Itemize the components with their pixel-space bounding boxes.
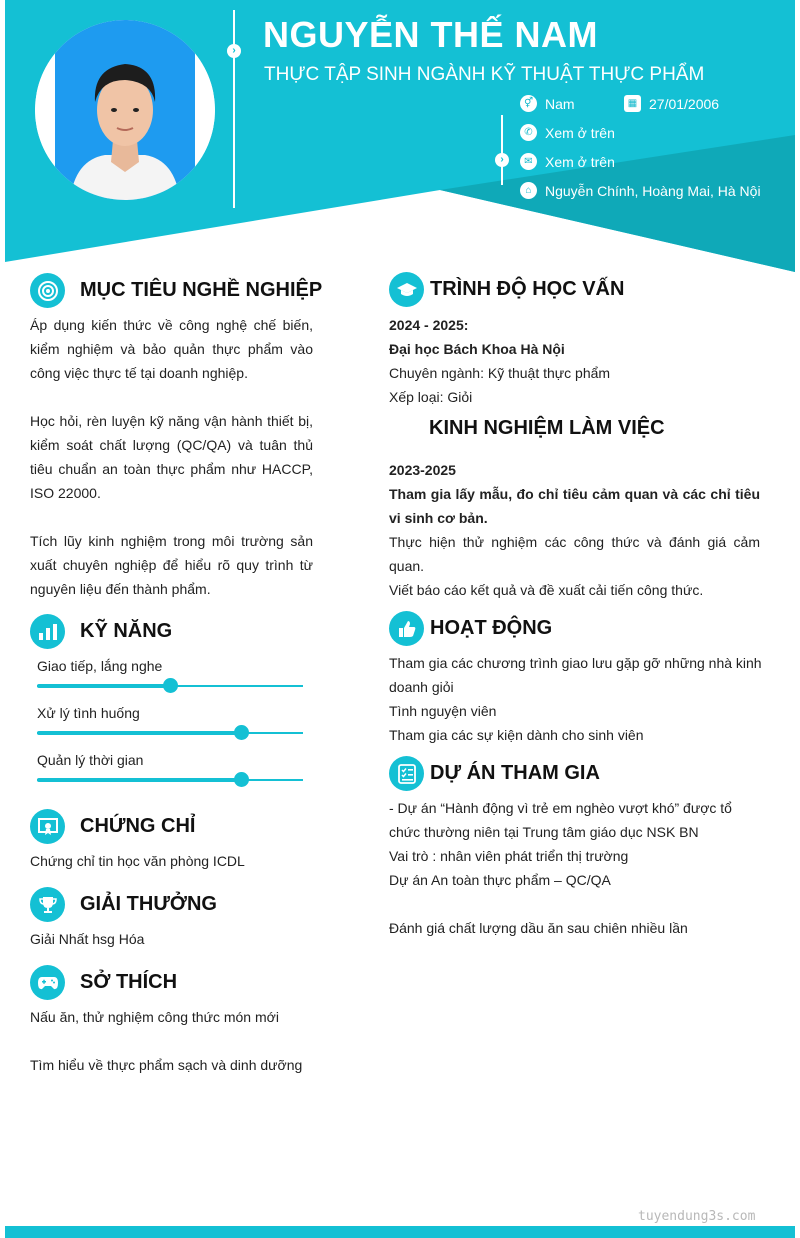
projects-heading	[389, 756, 600, 791]
activities-title: HOẠT ĐỘNG	[430, 617, 553, 639]
certificate-item: Chứng chỉ tin học văn phòng ICDL	[30, 853, 245, 869]
footer-bar	[5, 1226, 795, 1238]
education-period: 2024 - 2025:	[389, 317, 469, 333]
graduation-cap-icon	[389, 272, 424, 307]
objective-title: MỤC TIÊU NGHỀ NGHIỆP	[80, 279, 323, 301]
skill-bar-fill	[37, 731, 242, 735]
skill-label: Quản lý thời gian	[37, 752, 144, 768]
certificates-heading	[30, 809, 195, 844]
birthday-value: 27/01/2006	[649, 95, 720, 112]
hobby-item: Nấu ăn, thử nghiệm công thức món mới	[30, 1009, 279, 1025]
objective-paragraph-2: Học hỏi, rèn luyện kỹ năng vận hành thiết bị, kiểm soát chất lượng (QC/QA) và tuân thủ tiêu chuẩn an toàn thực phẩm như HACCP, ISO 22000.	[30, 413, 313, 501]
activity-item: Tham gia các chương trình giao lưu gặp gỡ những nhà kinh doanh giỏi	[389, 655, 762, 695]
activities-heading	[389, 611, 552, 646]
bar-chart-icon	[30, 614, 65, 649]
skill-bar-fill	[37, 684, 170, 688]
email-info	[520, 153, 615, 170]
email-value: Xem ở trên	[545, 153, 615, 170]
address-info	[520, 182, 761, 199]
activity-item: Tham gia các sự kiện dành cho sinh viên	[389, 727, 644, 743]
objective-paragraph-1: Áp dụng kiến thức về công nghệ chế biến, kiểm nghiệm và bảo quản thực phẩm vào công việc thực tế tại doanh nghiệp.	[30, 317, 313, 381]
experience-title: KINH NGHIỆM LÀM VIỆC	[429, 417, 665, 439]
award-item: Giải Nhất hsg Hóa	[30, 931, 145, 947]
project-item: Đánh giá chất lượng dầu ăn sau chiên nhiều lần	[389, 920, 688, 936]
certificates-title: CHỨNG CHỈ	[80, 815, 196, 837]
education-heading	[389, 272, 624, 307]
calendar-icon: ▦	[624, 95, 641, 112]
skills-heading	[30, 614, 172, 649]
project-item: - Dự án “Hành động vì trẻ em nghèo vượt khó” được tổ chức thường niên tại Trung tâm giáo dục NSK BN	[389, 800, 732, 840]
chevron-right-icon: ›	[227, 44, 241, 58]
certificate-icon	[30, 809, 65, 844]
skills-title: KỸ NĂNG	[80, 620, 173, 642]
address-value: Nguyễn Chính, Hoàng Mai, Hà Nội	[545, 182, 761, 199]
experience-role: Tham gia lấy mẫu, đo chỉ tiêu cảm quan và các chỉ tiêu vi sinh cơ bản.	[389, 486, 760, 526]
gamepad-icon	[30, 965, 65, 1000]
avatar	[35, 20, 215, 200]
project-item: Vai trò : nhân viên phát triển thị trường	[389, 848, 629, 864]
education-major: Chuyên ngành: Kỹ thuật thực phẩm	[389, 365, 611, 381]
skill-label: Giao tiếp, lắng nghe	[37, 658, 163, 674]
experience-heading	[429, 417, 665, 440]
skill-level-knob	[234, 725, 249, 740]
gender-value: Nam	[545, 95, 575, 112]
birthday-info	[624, 95, 719, 112]
checklist-icon	[389, 756, 424, 791]
skill-level-knob	[234, 772, 249, 787]
candidate-name: NGUYỄN THẾ NAM	[263, 14, 599, 55]
chevron-right-icon: ›	[495, 153, 509, 167]
phone-icon: ✆	[520, 124, 537, 141]
trophy-icon	[30, 887, 65, 922]
awards-heading	[30, 887, 217, 922]
experience-task: Viết báo cáo kết quả và đề xuất cải tiến công thức.	[389, 582, 704, 598]
activity-item: Tình nguyện viên	[389, 703, 497, 719]
experience-task: Thực hiện thử nghiệm các công thức và đánh giá cảm quan.	[389, 534, 760, 574]
objective-heading	[30, 273, 322, 308]
awards-title: GIẢI THƯỞNG	[80, 893, 217, 915]
job-title: THỰC TẬP SINH NGÀNH KỸ THUẬT THỰC PHẨM	[264, 64, 705, 85]
projects-title: DỰ ÁN THAM GIA	[430, 762, 600, 784]
target-icon	[30, 273, 65, 308]
email-icon: ✉	[520, 153, 537, 170]
experience-period: 2023-2025	[389, 462, 456, 478]
header-divider	[233, 10, 235, 208]
watermark: tuyendung3s.com	[638, 1209, 756, 1224]
phone-info	[520, 124, 615, 141]
thumbs-up-icon	[389, 611, 424, 646]
skill-bar-fill	[37, 778, 242, 782]
objective-paragraph-3: Tích lũy kinh nghiệm trong môi trường sản xuất chuyên nghiệp để hiểu rõ quy trình từ nguyên liệu đến thành phẩm.	[30, 533, 313, 597]
skill-label: Xử lý tình huống	[37, 705, 140, 721]
education-school: Đại học Bách Khoa Hà Nội	[389, 341, 565, 357]
home-icon: ⌂	[520, 182, 537, 199]
education-rank: Xếp loại: Giỏi	[389, 389, 473, 405]
phone-value: Xem ở trên	[545, 124, 615, 141]
project-item: Dự án An toàn thực phẩm – QC/QA	[389, 872, 611, 888]
skill-level-knob	[163, 678, 178, 693]
education-title: TRÌNH ĐỘ HỌC VẤN	[430, 278, 625, 300]
gender-info	[520, 95, 575, 112]
contact-divider	[501, 115, 503, 185]
hobbies-title: SỞ THÍCH	[80, 971, 178, 993]
gender-icon: ⚥	[520, 95, 537, 112]
hobby-item: Tìm hiểu về thực phẩm sạch và dinh dưỡng	[30, 1057, 303, 1073]
hobbies-heading	[30, 965, 177, 1000]
